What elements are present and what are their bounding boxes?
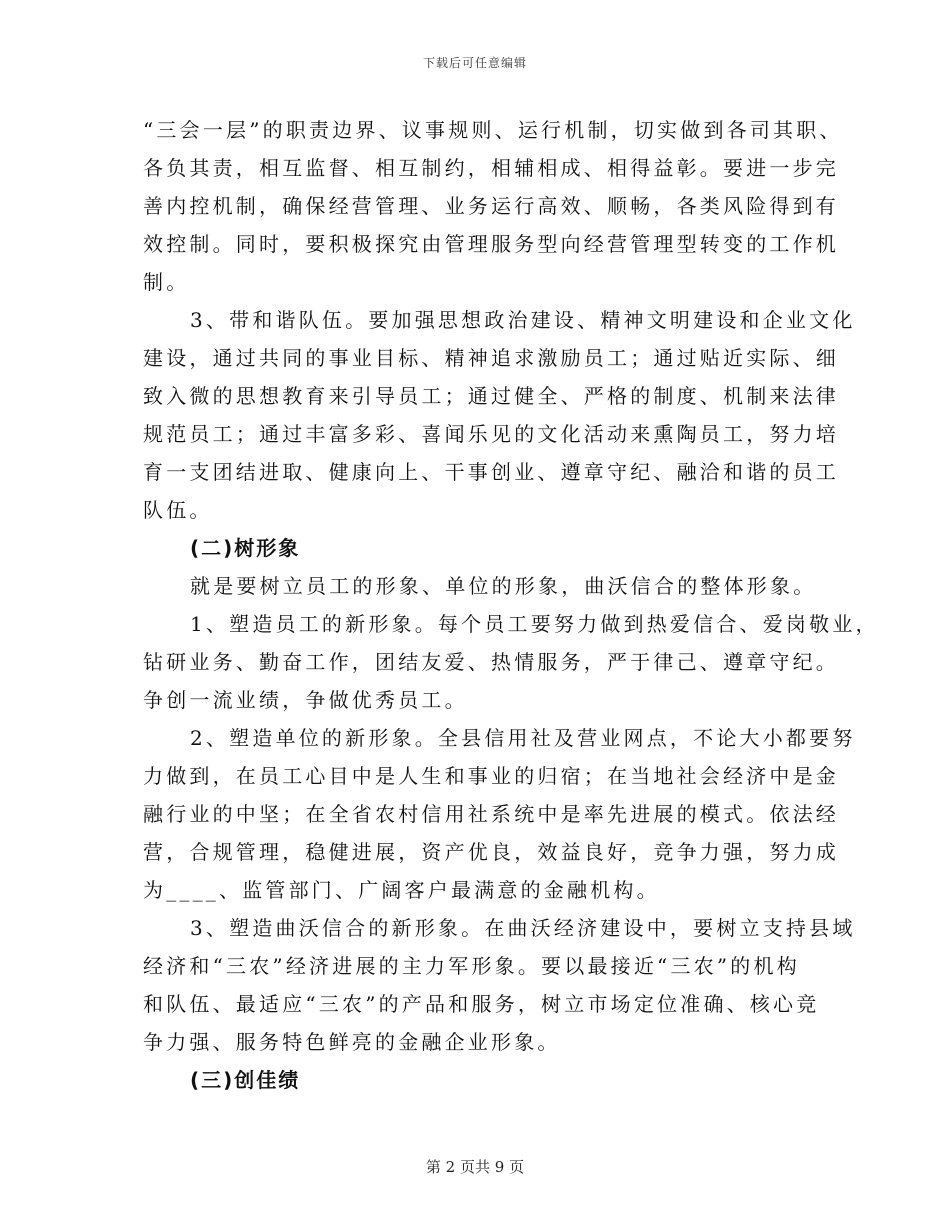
page-footer: 第 2 页共 9 页: [425, 1158, 525, 1176]
paragraph-line: 规范员工；通过丰富多彩、喜闻乐见的文化活动来熏陶员工，努力培: [143, 422, 839, 446]
paragraph-line: 就是要树立员工的形象、单位的形象，曲沃信合的整体形象。: [190, 574, 817, 598]
paragraph-line: 队伍。: [143, 498, 213, 522]
paragraph-line: 营，合规管理，稳健进展，资产优良，效益良好，竞争力强，努力成: [143, 840, 839, 864]
paragraph-line: 争力强、服务特色鲜亮的金融企业形象。: [143, 1030, 561, 1054]
section-heading: (二)树形象: [190, 536, 301, 560]
paragraph-line: 为____、监管部门、广阔客户最满意的金融机构。: [143, 878, 660, 902]
paragraph-line: 融行业的中坚；在全省农村信用社系统中是率先进展的模式。依法经: [143, 802, 839, 826]
paragraph-line: 效控制。同时，要积极探究由管理服务型向经营管理型转变的工作机: [143, 232, 839, 256]
paragraph-line: 力做到，在员工心目中是人生和事业的归宿；在当地社会经济中是金: [143, 764, 839, 788]
page-header: 下载后可任意编辑: [422, 56, 527, 70]
paragraph-line: 制。: [143, 270, 190, 294]
paragraph-line: 经济和“三农”经济进展的主力军形象。要以最接近“三农”的机构: [143, 954, 800, 978]
paragraph-line: 育一支团结进取、健康向上、干事创业、遵章守纪、融洽和谐的员工: [143, 460, 839, 484]
paragraph-line: 各负其责，相互监督、相互制约，相辅相成、相得益彰。要进一步完: [143, 156, 839, 180]
paragraph-line: 3、带和谐队伍。要加强思想政治建设、精神文明建设和企业文化: [190, 308, 856, 332]
paragraph-line: 争创一流业绩，争做优秀员工。: [143, 688, 468, 712]
paragraph-line: 建设，通过共同的事业目标、精神追求激励员工；通过贴近实际、细: [143, 346, 839, 370]
paragraph-line: 3、塑造曲沃信合的新形象。在曲沃经济建设中，要树立支持县域: [190, 916, 856, 940]
paragraph-line: 善内控机制，确保经营管理、业务运行高效、顺畅，各类风险得到有: [143, 194, 839, 218]
paragraph-line: 和队伍、最适应“三农”的产品和服务，树立市场定位准确、核心竞: [143, 992, 820, 1016]
paragraph-line: “三会一层”的职责边界、议事规则、运行机制，切实做到各司其职、: [143, 118, 843, 142]
paragraph-line: 1、塑造员工的新形象。每个员工要努力做到热爱信合、爱岗敬业，: [190, 612, 879, 636]
paragraph-line: 钻研业务、勤奋工作，团结友爱、热情服务，严于律己、遵章守纪。: [143, 650, 839, 674]
paragraph-line: 2、塑造单位的新形象。全县信用社及营业网点，不论大小都要努: [190, 726, 856, 750]
paragraph-line: 致入微的思想教育来引导员工；通过健全、严格的制度、机制来法律: [143, 384, 839, 408]
section-heading: (三)创佳绩: [190, 1068, 301, 1092]
